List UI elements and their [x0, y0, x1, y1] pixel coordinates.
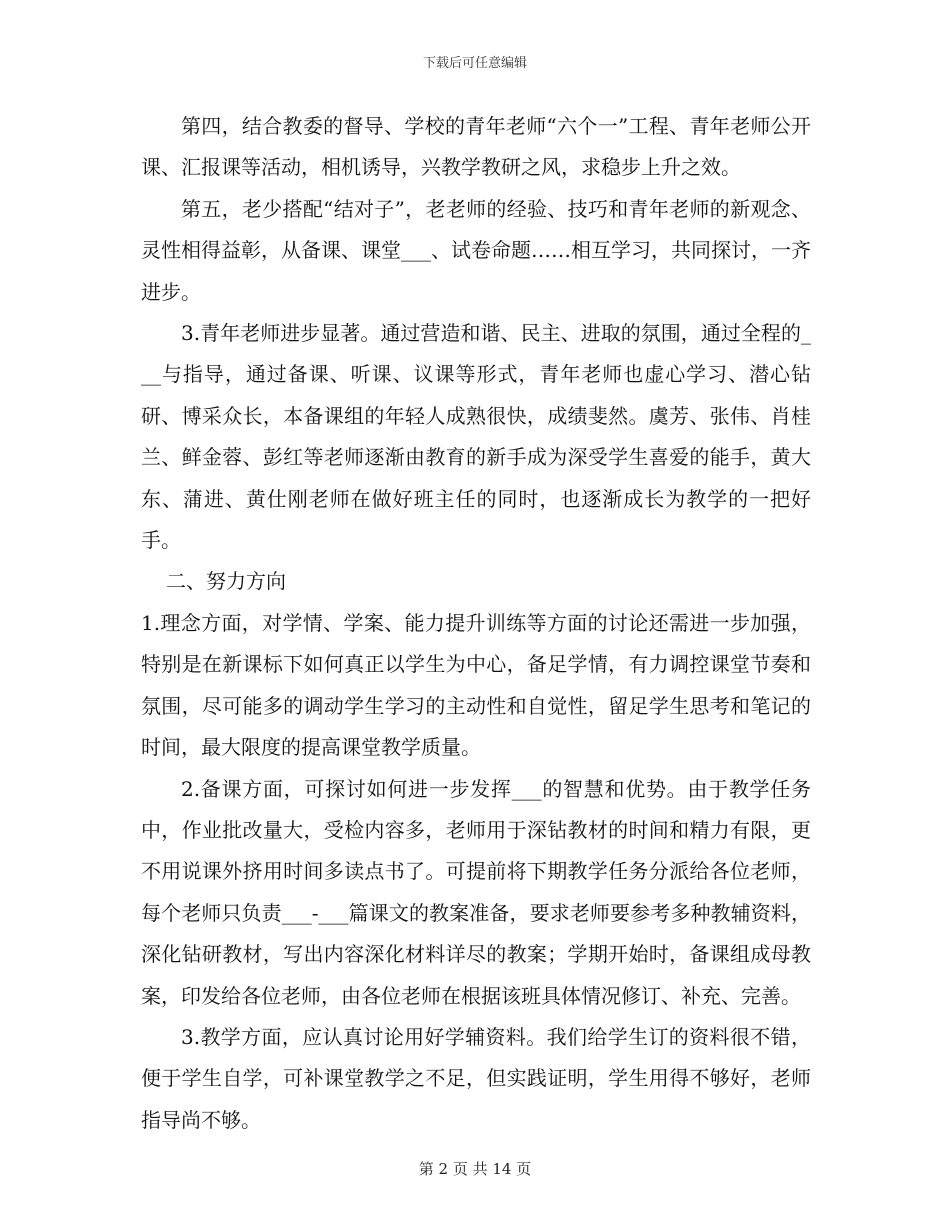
page-number-footer: 第 2 页 共 14 页 [418, 1160, 532, 1178]
section-heading-direction: 二、努力方向 [166, 569, 286, 594]
paragraph-fourth: 第四，结合教委的督导、学校的青年老师“六个一”工程、青年老师公开课、汇报课等活动，相机诱导，兴教学教研之风，求稳步上升之效。 [141, 114, 811, 180]
paragraph-lesson-prep: 2.备课方面，可探讨如何进一步发挥___的智慧和优势。由于教学任务中，作业批改量大，受检内容多，老师用于深钻教材的时间和精力有限，更不用说课外挤用时间多读点书了。可提前将下期教学任务分派给各位老师，每个老师只负责___-___篇课文的教案准备，要求老师要参考多种教辅资料，深化钻研教材，写出内容深化材料详尽的教案；学期开始时，备课组成母教案，印发给各位老师，由各位老师在根据该班具体情况修订、补充、完善。 [141, 776, 811, 1008]
paragraph-fifth: 第五，老少搭配“结对子”，老老师的经验、技巧和青年老师的新观念、灵性相得益彰，从备课、课堂___、试卷命题……相互学习，共同探讨，一齐进步。 [141, 196, 811, 304]
paragraph-teaching: 3.教学方面，应认真讨论用好学辅资料。我们给学生订的资料很不错，便于学生自学，可补课堂教学之不足，但实践证明，学生用得不够好，老师指导尚不够。 [141, 1024, 811, 1132]
paragraph-concept: 1.理念方面，对学情、学案、能力提升训练等方面的讨论还需进一步加强，特别是在新课标下如何真正以学生为中心，备足学情，有力调控课堂节奏和氛围，尽可能多的调动学生学习的主动性和自觉性，留足学生思考和笔记的时间，最大限度的提高课堂教学质量。 [141, 610, 811, 760]
page-header-note: 下载后可任意编辑 [422, 56, 527, 71]
paragraph-young-teacher-progress: 3.青年老师进步显著。通过营造和谐、民主、进取的氛围，通过全程的___与指导，通过备课、听课、议课等形式，青年老师也虚心学习、潜心钻研、博采众长，本备课组的年轻人成熟很快，成绩斐然。虞芳、张伟、肖桂兰、鲜金蓉、彭红等老师逐渐由教育的新手成为深受学生喜爱的能手，黄大东、蒲进、黄仕刚老师在做好班主任的同时，也逐渐成长为教学的一把好手。 [141, 321, 811, 553]
document-body [141, 106, 811, 1141]
